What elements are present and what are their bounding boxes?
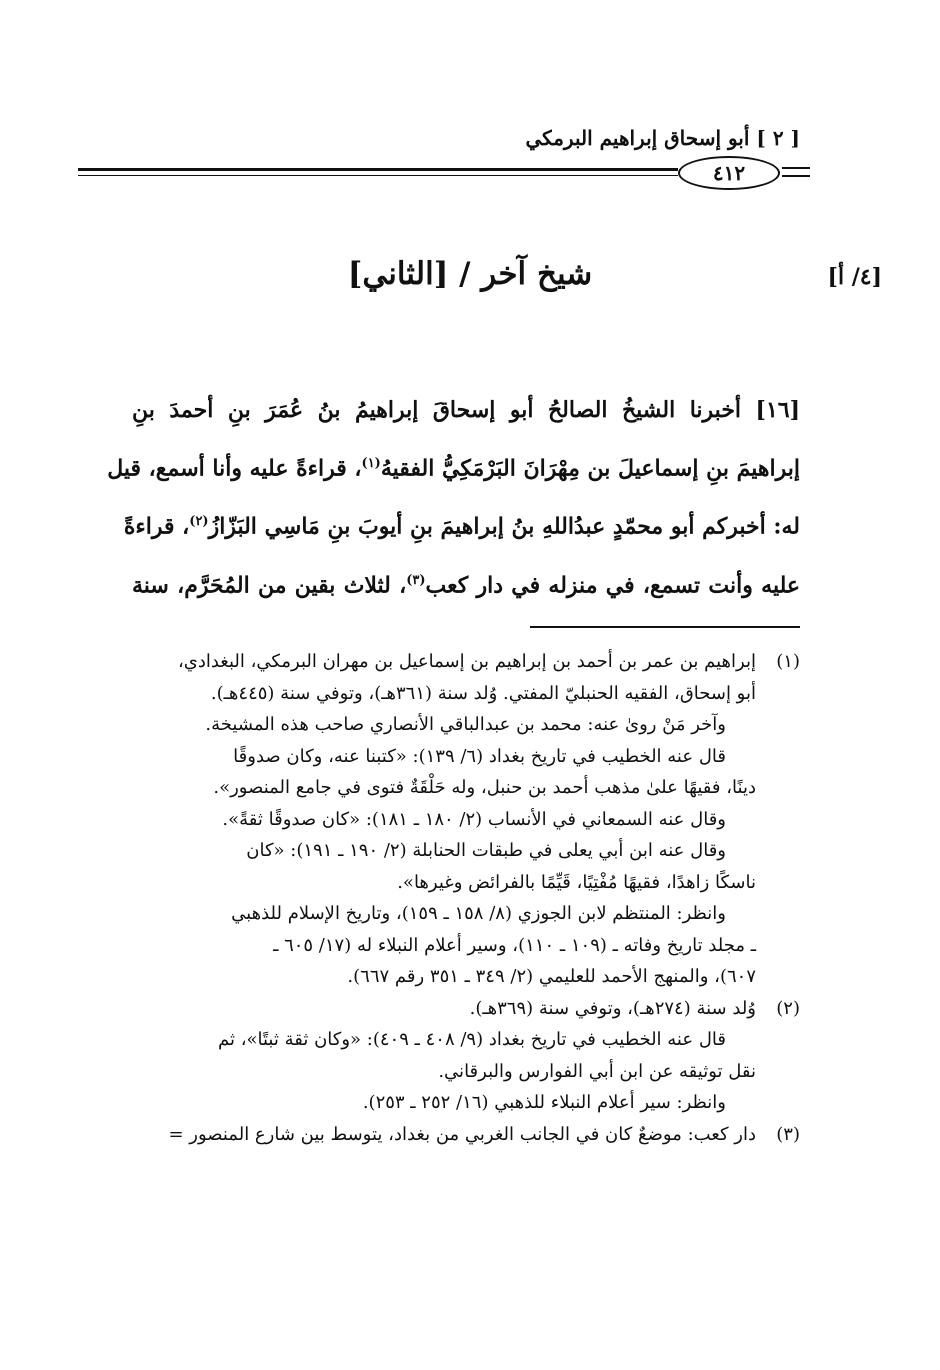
footnote-line: قال عنه الخطيب في تاريخ بغداد (٦/ ١٣٩): «كتبنا عنه، وكان صدوقًا: [233, 745, 726, 767]
footnote-line: وقال عنه السمعاني في الأنساب (٢/ ١٨٠ ـ ١٨١): «كان صدوقًا ثقةً».: [222, 808, 726, 830]
main-text-line: [132, 554, 800, 612]
footnote-line: وانظر: المنتظم لابن الجوزي (٨/ ١٥٨ ـ ١٥٩)، وتاريخ الإسلام للذهبي: [231, 903, 726, 924]
page-number: ٤١٢: [678, 156, 780, 190]
footnote: [80, 993, 800, 1119]
footnote-line: ناسكًا زاهدًا، فقيهًا مُفْتِيًا، قَيِّمًا بالفرائض وغيرها».: [397, 871, 756, 893]
footnote-line: وقال عنه ابن أبي يعلى في طبقات الحنابلة (٢/ ١٩٠ ـ ١٩١): «كان: [246, 840, 726, 861]
footnote-number: (٣): [776, 1123, 800, 1145]
footnote-line: وآخر مَنْ روىٰ عنه: محمد بن عبدالباقي الأنصاري صاحب هذه المشيخة.: [205, 714, 726, 735]
footnote-separator: [530, 626, 800, 628]
running-title: [ ٢ ] أبو إسحاق إبراهيم البرمكي: [525, 126, 800, 150]
footnote-line: وانظر: سير أعلام النبلاء للذهبي (١٦/ ٢٥٢ ـ ٢٥٣).: [362, 1092, 726, 1113]
main-text-segment: ، قراءةً عليه وأنا أسمع، قيل: [107, 455, 362, 482]
manuscript-folio-ref: [٤/ أ]: [827, 264, 882, 290]
main-text-line: [107, 437, 800, 495]
footnote-mark[interactable]: (٣): [406, 572, 426, 588]
footnote: [80, 646, 800, 993]
footnote-mark[interactable]: (٢): [189, 514, 209, 530]
main-text-segment: ، لثلاث بقين من المُحَرَّم، سنة: [132, 571, 407, 598]
footnotes: [80, 646, 800, 1150]
footnote-line: دينًا، فقيهًا علىٰ مذهب أحمد بن حنبل، وله حَلْقَةٌ فتوى في جامع المنصور».: [213, 777, 756, 798]
main-text-segment: له: أخبركم أبو محمّدٍ عبدُاللهِ بنُ إبراهيمَ بنِ أيوبَ بنِ مَاسِي البَزّازُ: [208, 513, 800, 540]
main-text-segment: عليه وأنت تسمع، في منزله في دار كعب: [425, 571, 800, 598]
header-rule: [78, 168, 678, 176]
footnote-line: أبو إسحاق، الفقيه الحنبليّ المفتي. وُلد سنة (٣٦١هـ)، وتوفي سنة (٤٤٥هـ).: [210, 682, 756, 704]
footnote-line: ٦٠٧)، والمنهج الأحمد للعليمي (٢/ ٣٤٩ ـ ٣٥١ رقم ٦٦٧).: [347, 966, 756, 987]
footnote-line: دار كعب: موضعٌ كان في الجانب الغربي من بغداد، يتوسط بين شارع المنصور =: [168, 1123, 756, 1145]
main-text: [107, 384, 800, 612]
main-text-segment: إبراهيمَ بنِ إسماعيلَ بن مِهْرَانَ البَرْمَكِيُّ الفقيهُ: [380, 455, 800, 482]
footnote-number: (٢): [776, 997, 800, 1019]
footnote-line: قال عنه الخطيب في تاريخ بغداد (٩/ ٤٠٨ ـ ٤٠٩): «وكان ثقة ثبتًا»، ثم: [217, 1029, 726, 1050]
footnote-line: إبراهيم بن عمر بن أحمد بن إبراهيم بن إسماعيل بن مهران البرمكي، البغدادي،: [177, 651, 756, 672]
main-text-line: [١٦] أخبرنا الشيخُ الصالحُ أبو إسحاقَ إبراهيمُ بنُ عُمَرَ بنِ أحمدَ بنِ: [132, 397, 800, 423]
footnote: [80, 1119, 800, 1151]
main-text-segment: ، قراءةً: [123, 513, 190, 540]
section-title: شيخ آخر / [الثاني]: [347, 256, 593, 292]
main-text-line: [123, 495, 800, 553]
footnote-mark[interactable]: (١): [361, 456, 381, 471]
footnote-number: (١): [776, 651, 800, 672]
footnote-line: وُلد سنة (٢٧٤هـ)، وتوفي سنة (٣٦٩هـ).: [469, 997, 756, 1019]
header-rule-ornament: [782, 167, 810, 177]
footnote-line: نقل توثيقه عن ابن أبي الفوارس والبرقاني.: [438, 1060, 756, 1082]
footnote-line: ـ مجلد تاريخ وفاته ـ (١٠٩ ـ ١١٠)، وسير أعلام النبلاء له (١٧/ ٦٠٥ ـ: [273, 934, 756, 956]
